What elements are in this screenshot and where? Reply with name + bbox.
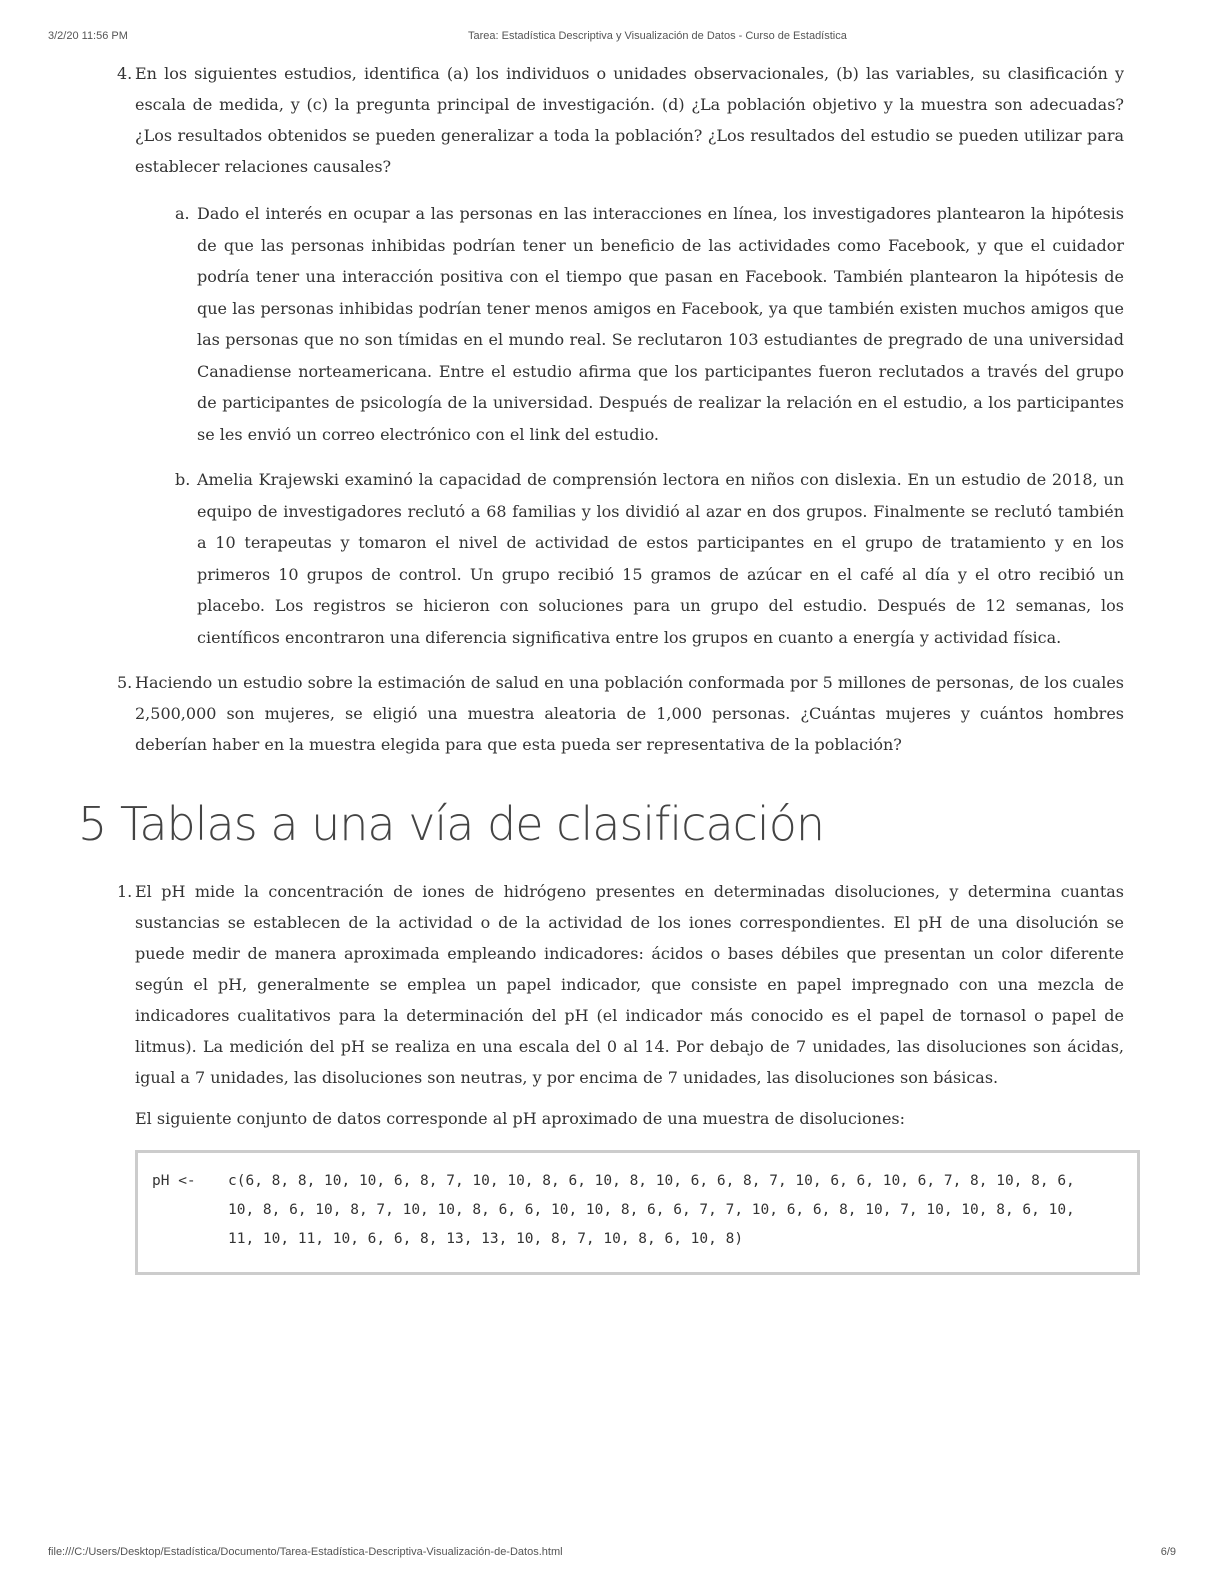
question-text: Haciendo un estudio sobre la estimación de salud en una población conformada por 5 millones de personas, de los cuales 2,500,000 son mujeres, se eligió una muestra aleatoria de 1,000 personas. ¿Cuántas mujeres y cuántos hombres deberían haber en la muestra elegida para que esta pueda ser representativa de la población?	[135, 673, 1124, 754]
question-number: 4.	[117, 64, 133, 83]
question-item	[0, 876, 1224, 1093]
question-number: 1.	[117, 882, 133, 901]
question-number: 5.	[117, 673, 133, 692]
question-list	[0, 58, 1224, 760]
subquestion-item	[135, 464, 1124, 653]
section-title: 5 Tablas a una vía de clasificación	[78, 797, 825, 851]
footer-url: file:///C:/Users/Desktop/Estadística/Documento/Tarea-Estadística-Descriptiva-Visualización-de-Datos.html	[48, 1546, 563, 1558]
code-prefix: pH <-	[152, 1173, 196, 1189]
subquestion-item	[135, 198, 1124, 450]
footer-page-number: 6/9	[1160, 1546, 1176, 1558]
header-datetime: 3/2/20 11:56 PM	[48, 30, 128, 42]
header-title: Tarea: Estadística Descriptiva y Visualización de Datos - Curso de Estadística	[468, 30, 847, 42]
code-block	[135, 1150, 1140, 1275]
question-text: El pH mide la concentración de iones de hidrógeno presentes en determinadas disoluciones, y determina cuantas sustancias se establecen de la actividad o de la actividad de los iones correspondientes. El pH de una disolución se puede medir de manera aproximada empleando indicadores: ácidos o bases débiles que presentan un color diferente según el pH, generalmente se emplea un papel indicador, que consiste en papel impregnado con una mezcla de indicadores cualitativos para la determinación del pH (el indicador más conocido es el papel de tornasol o papel de litmus). La medición del pH se realiza en una escala del 0 al 14. Por debajo de 7 unidades, las disoluciones son ácidas, igual a 7 unidades, las disoluciones son neutras, y por encima de 7 unidades, las disoluciones son básicas.	[135, 882, 1124, 1087]
page-header	[48, 30, 1176, 50]
question-item	[0, 667, 1224, 760]
code-content: c(6, 8, 8, 10, 10, 6, 8, 7, 10, 10, 8, 6, 10, 8, 10, 6, 6, 8, 7, 10, 6, 6, 10, 6, 7, 8, 10, 8, 6, 10, 8, 6, 10, 8, 7, 10, 10, 8, 6, 6, 10, 10, 8, 6, 6, 7, 7, 10, 6, 6, 8, 10, 7, 10, 10, 8, 6, 10, 11, 10, 11, 10, 6, 6, 8, 13, 13, 10, 8, 7, 10, 8, 6, 10, 8)	[228, 1173, 1075, 1247]
subquestion-letter: a.	[175, 204, 190, 223]
section-question-list	[0, 876, 1224, 1093]
subquestion-letter: b.	[175, 470, 191, 489]
subquestion-text: Amelia Krajewski examinó la capacidad de comprensión lectora en niños con dislexia. En un estudio de 2018, un equipo de investigadores reclutó a 68 familias y los dividió al azar en dos grupos. Finalmente se reclutó también a 10 terapeutas y tomaron el nivel de actividad de estos participantes en el grupo de tratamiento y en los primeros 10 grupos de control. Un grupo recibió 15 gramos de azúcar en el café al día y el otro recibió un placebo. Los registros se hicieron con soluciones para un grupo del estudio. Después de 12 semanas, los científicos encontraron una diferencia significativa entre los grupos en cuanto a energía y actividad física.	[197, 470, 1124, 647]
subquestion-text: Dado el interés en ocupar a las personas en las interacciones en línea, los investigadores plantearon la hipótesis de que las personas inhibidas podrían tener un beneficio de las actividades como Facebook, y que el cuidador podría tener una interacción positiva con el tiempo que pasan en Facebook. También plantearon la hipótesis de que las personas inhibidas podrían tener menos amigos en Facebook, ya que también existen muchos amigos que las personas que no son tímidas en el mundo real. Se reclutaron 103 estudiantes de pregrado de una universidad Canadiense norteamericana. Entre el estudio afirma que los participantes fueron reclutados a través del grupo de participantes de psicología de la universidad. Después de realizar la relación en el estudio, a los participantes se les envió un correo electrónico con el link del estudio.	[197, 204, 1124, 444]
question-text: En los siguientes estudios, identifica (a) los individuos o unidades observacionales, (b) las variables, su clasificación y escala de medida, y (c) la pregunta principal de investigación. (d) ¿La población objetivo y la muestra son adecuadas? ¿Los resultados obtenidos se pueden generalizar a toda la población? ¿Los resultados del estudio se pueden utilizar para establecer relaciones causales?	[135, 64, 1124, 176]
data-intro-paragraph: El siguiente conjunto de datos corresponde al pH aproximado de una muestra de disoluciones:	[135, 1109, 906, 1128]
subquestion-list	[135, 198, 1124, 653]
question-item	[0, 58, 1224, 653]
document-content	[0, 58, 1224, 1275]
page-footer	[48, 1546, 1176, 1566]
